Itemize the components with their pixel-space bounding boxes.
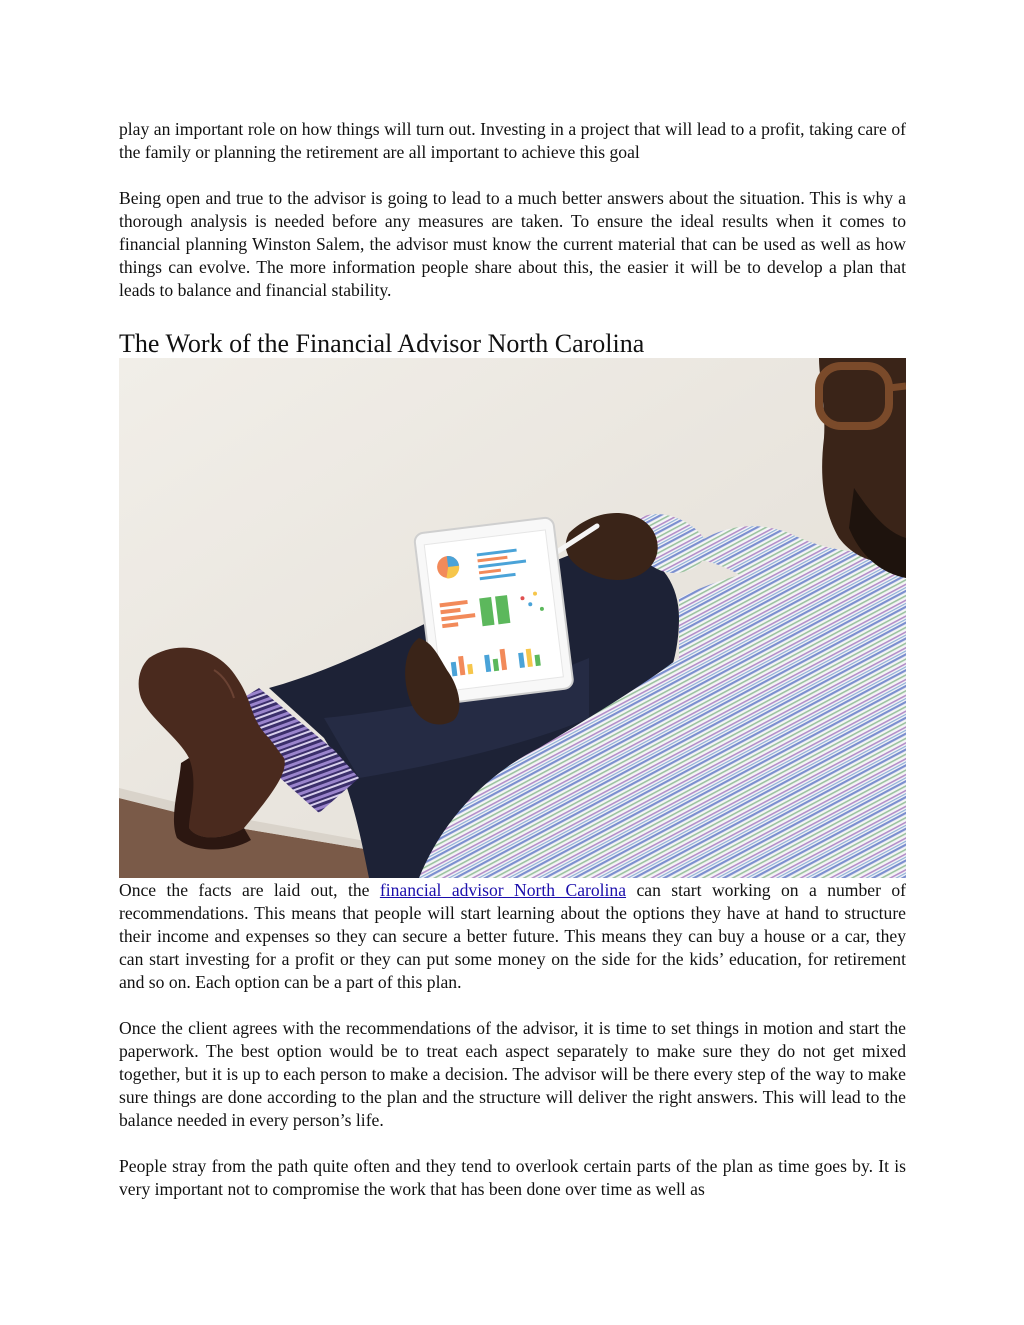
paragraph-client-agrees: Once the client agrees with the recommendations of the advisor, it is time to set things in motion and start the paperwork. The best option would be to treat each aspect separately to make sure they do not get mixed together, but it is up to each person to make a decision. The advisor will be there every step of the way to make sure things are done according to the plan and the structure will deliver the right answers. This will lead to the balance needed in every person’s life. [119,1018,906,1130]
document-page [119,118,906,1199]
paragraph-intro-1: play an important role on how things will turn out. Investing in a project that will lead to a profit, taking care of the family or planning the retirement are all important to achieve this goal [119,119,906,162]
body-text [119,879,906,1201]
paragraph-stray: People stray from the path quite often and they tend to overlook certain parts of the plan as time goes by. It is very important not to compromise the work that has been done over time as well as [119,1156,906,1199]
paragraph-recommendations [119,879,906,994]
paragraph-recommendations-start: Once the facts are laid out, the [119,880,380,900]
paragraph-recommendations-rest: can start working on a number of recommendations. This means that people will start learning about the options they have at hand to structure their income and expenses so they can secure a better future. This means they can buy a house or a car, they can start investing for a profit or they can put some money on the side for the kids’ education, for retirement and so on. Each option can be a part of this plan. [119,880,906,992]
advisor-tablet-photo [119,358,906,878]
financial-advisor-link[interactable]: financial advisor North Carolina [379,880,627,900]
section-heading: The Work of the Financial Advisor North Carolina [119,329,645,358]
paragraph-intro-2: Being open and true to the advisor is going to lead to a much better answers about the situation. This is why a thorough analysis is needed before any measures are taken. To ensure the ideal results when it comes to financial planning Winston Salem, the advisor must know the current material that can be used as well as how things can evolve. The more information people share about this, the easier it will be to develop a plan that leads to balance and financial stability. [119,188,906,300]
